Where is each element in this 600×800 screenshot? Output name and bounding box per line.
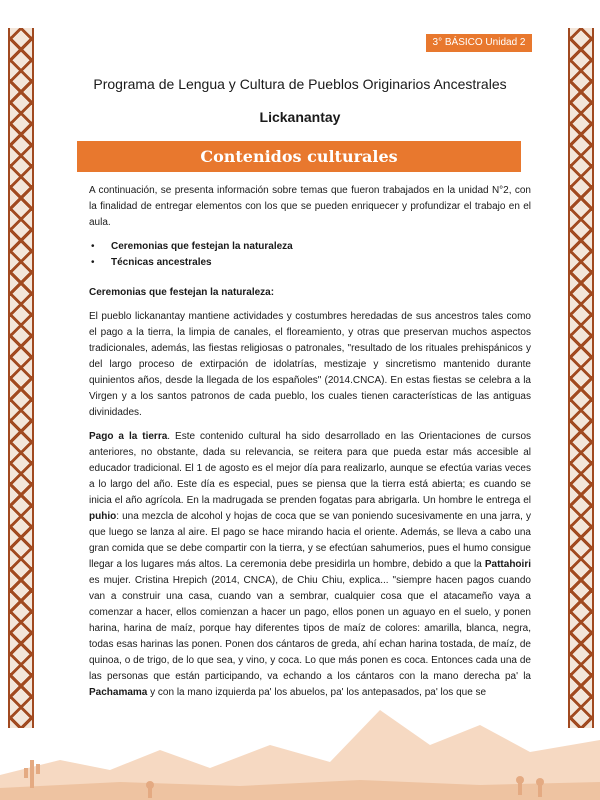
- document-body: [89, 183, 531, 709]
- decorative-border-left: [8, 28, 34, 728]
- ceremonies-paragraph: El pueblo lickanantay mantiene actividades y costumbres heredadas de sus ancestros tales como el pago a la tierra, la limpia de canales, el floreamiento, y otras que preservan muchos aspectos tradicionales, además, las fiestas religiosas o patronales, "resultado de los rituales prehispánicos y del largo proceso de extirpación de idolatrías, mestizaje y sincretismo mantenido durante quinientos años, desde la llegada de los españoles" (2014.CNCA). En estas fiestas se celebra a la Virgen y a los santos patronos de cada pueblo, los cuales tienen características de las antiguas divinidades.: [89, 311, 531, 418]
- unit-badge: 3° BÁSICO Unidad 2: [426, 34, 532, 52]
- decorative-border-right: [568, 28, 594, 728]
- program-title: Programa de Lengua y Cultura de Pueblos Originarios Ancestrales: [93, 76, 507, 92]
- term-pago-a-la-tierra: Pago a la tierra: [89, 431, 168, 442]
- landscape-illustration: [0, 690, 600, 800]
- pago-paragraph: [89, 429, 531, 701]
- section-banner: Contenidos culturales: [77, 141, 521, 172]
- people-title: Lickanantay: [259, 109, 341, 125]
- topic-list: [89, 239, 531, 271]
- pago-text-3: es mujer. Cristina Hrepich (2014, CNCA), de Chiu Chiu, explica... "siempre hacen pagos cuando van a construir una casa, cuando van a sembrar, cualquier cosa que el atacameño vaya a comenzar a hacer, ellos comienzan a hacer un pago, ellos ponen un aguayo en el suelo, y ponen harina, harina de maíz, porque hay diferentes tipos de maíz de colores: amarilla, blanca, negra, todas esas harinas las ponen. Ponen dos cántaros de greda, ahí echan harina tostada, de maíz, de quinoa, o de trigo, de lo que sea, y vino, y coca. Lo que más ponen es coca. Entonces cada una de las personas que están participando, va echando a los cántaros con la mano derecha pa' la: [89, 575, 531, 682]
- term-puhio: puhio: [89, 511, 117, 522]
- pago-text-2: : una mezcla de alcohol y hojas de coca que se van poniendo sucesivamente en una jarra, y que luego se lanza al aire. El pago se hace mirando hacia el oriente. Además, se lleva a cabo una gran comida que se debe compartir con la tierra, y se efectúan sahumerios, pues el humo consigue llegar a los lugares más altos. La ceremonia debe presidirla un hombre, debido a que la: [89, 511, 531, 570]
- list-item: • Ceremonias que festejan la naturaleza: [89, 239, 531, 255]
- term-pachamama: Pachamama: [89, 687, 148, 698]
- pago-text-4: y con la mano izquierda pa' los abuelos, pa' los antepasados, pa' los que se: [147, 687, 487, 698]
- pago-text-1: . Este contenido cultural ha sido desarrollado en las Orientaciones de cursos anteriores, no obstante, dada su relevancia, se reitera para que pueda estar más accesible al educador tradicional. El 1 de agosto es el mejor día para realizarlo, aunque se efectúa varias veces a lo largo del año. Este día es especial, pues se piensa que la tierra está abierta; es cuando se inicia el año agrícola. En la madrugada se prenden fogatas para abrigarla. Un hombre le entrega el: [89, 431, 532, 506]
- list-item: • Técnicas ancestrales: [89, 255, 531, 271]
- term-pattahoiri: Pattahoiri: [484, 559, 531, 570]
- intro-paragraph: A continuación, se presenta información sobre temas que fueron trabajados en la unidad N°2, con la finalidad de entregar elementos con los que se pueden enriquecer y profundizar el trabajo en el aula.: [89, 185, 531, 228]
- section-heading: Ceremonias que festejan la naturaleza:: [89, 287, 275, 298]
